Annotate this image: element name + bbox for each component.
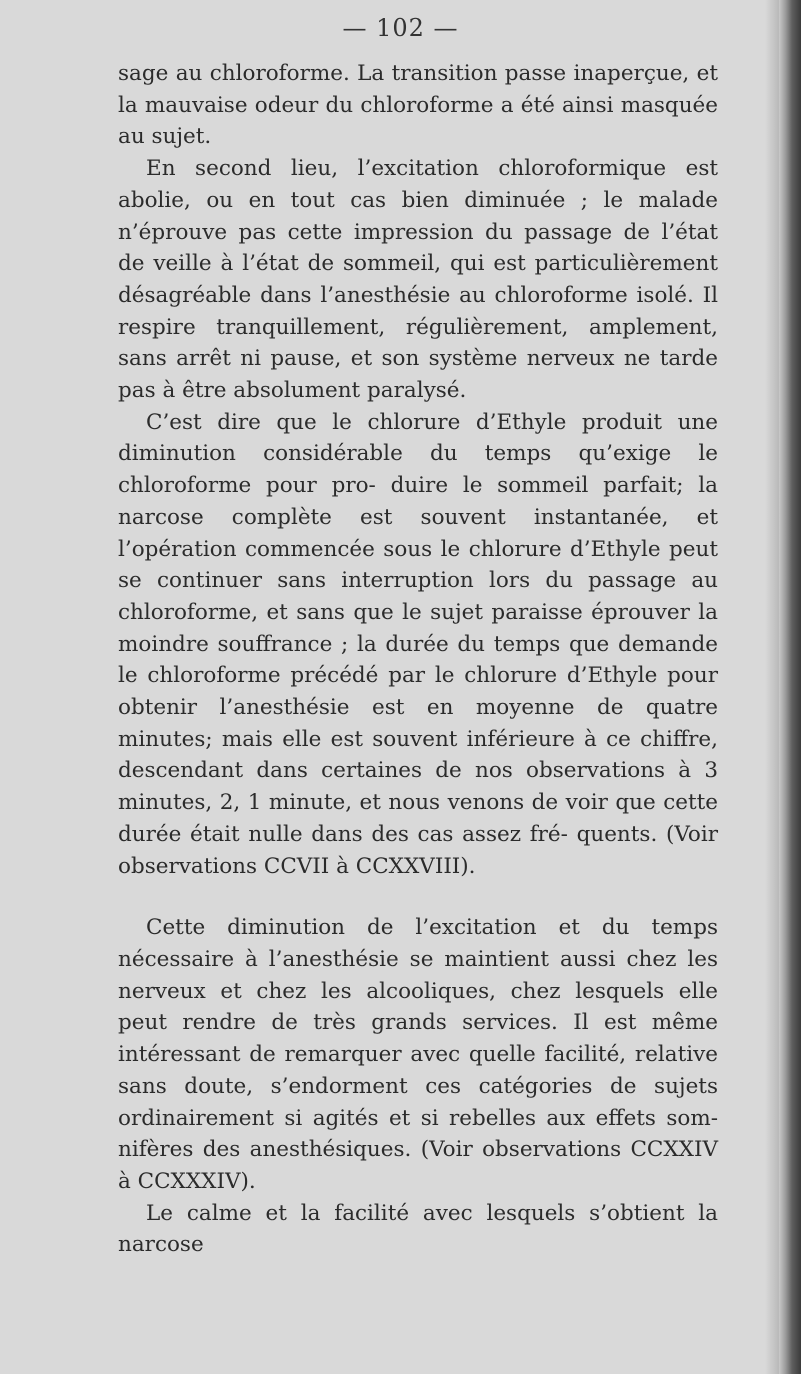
paragraph-duration: C’est dire que le chlorure d’Ethyle produit une diminution considérable du temps qu’exige le chloroforme pour pro- duire le sommeil parfait; la narcose complète est souvent instantanée, et l’opération commencée sous le chlorure d’Ethyle peut se continuer sans interruption lors du passage au chloroforme, et sans que le sujet paraisse éprouver la moindre souffrance ; la durée du temps que demande le chloroforme précédé par le chlorure d’Ethyle pour obtenir l’anesthésie est en moyenne de quatre minutes; mais elle est souvent inférieure à ce chiffre, descendant dans certaines de nos observations à 3 minutes, 2, 1 minute, et nous venons de voir que cette durée était nulle dans des cas assez fré- quents. (Voir observations CCVII à CCXXVIII). [118, 409, 718, 879]
body-text [118, 58, 718, 1261]
paragraph-nervous-subjects: Cette diminution de l’excitation et du temps nécessaire à l’anesthésie se maintient aussi chez les nerveux et chez les alcooliques, chez lesquels elle peut rendre de très grands services. Il est même intéressant de remarquer avec quelle facilité, relative sans doute, s’endorment ces catégories de sujets ordinairement si agités et si rebelles aux effets som- nifères des anesthésiques. (Voir observations CCXXIV à CCXXXIV). [118, 915, 718, 1194]
paragraph-calm: Le calme et la facilité avec lesquels s’obtient la narcose [118, 1200, 718, 1258]
page-edge [779, 0, 801, 1374]
paragraph-continuation: sage au chloroforme. La transition passe inaperçue, et la mauvaise odeur du chloroforme a été ainsi masquée au sujet. [118, 61, 718, 150]
paragraph-excitation: En second lieu, l’excitation chloroformique est abolie, ou en tout cas bien diminuée ; le malade n’éprouve pas cette impression du passage de l’état de veille à l’état de sommeil, qui est particulièrement désagréable dans l’anesthésie au chloroforme isolé. Il respire tranquillement, régulièrement, amplement, sans arrêt ni pause, et son système nerveux ne tarde pas à être absolument paralysé. [118, 156, 718, 404]
page-number: — 102 — [342, 14, 459, 42]
page-shadow [765, 0, 779, 1374]
